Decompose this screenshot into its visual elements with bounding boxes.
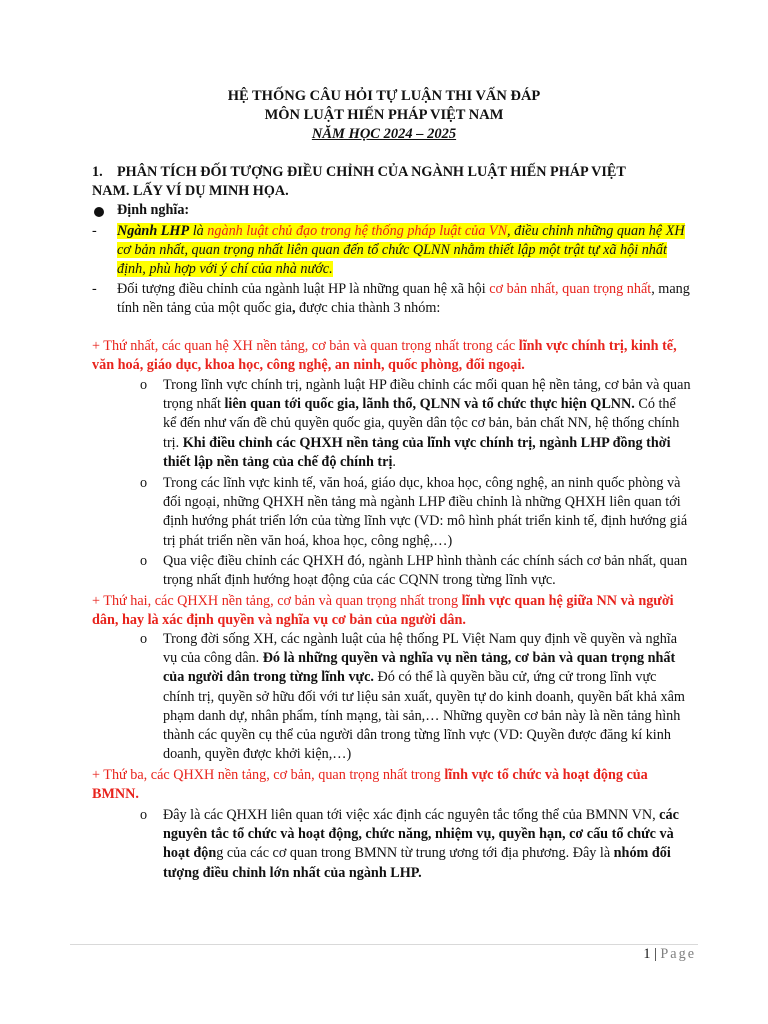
sub-bullet: o: [140, 807, 148, 823]
doc-title: HỆ THỐNG CÂU HỎI TỰ LUẬN THI VẤN ĐÁP: [227, 88, 541, 104]
group-2-heading: + Thứ hai, các QHXH nền tảng, cơ bản và quan trọng nhất trong lĩnh vực quan hệ giữa NN và người dân, hay là xác định quyền và nghĩa vụ cơ bản của người dân.: [92, 593, 674, 629]
definition-paragraph: Ngành LHP là ngành luật chủ đạo trong hệ thống pháp luật của VN, điều chỉnh những quan hệ XH cơ bản nhất, quan trọng nhất liên quan đến tổ chức QLNN nhằm thiết lập một trật tự xã hội nhất định, phù hợp với ý chí của nhà nước.: [117, 223, 685, 278]
sub-bullet: o: [140, 553, 148, 569]
question-line-2: NAM. LẤY VÍ DỤ MINH HỌA.: [92, 183, 289, 199]
group-2-item-1: Trong đời sống XH, các ngành luật của hệ thống PL Việt Nam quy định về quyền và nghĩa vụ của công dân. Đó là những quyền và nghĩa vụ nền tảng, cơ bản và quan trọng nhất của người dân trong từng lĩnh vực. Đó có thể là quyền bầu cử, ứng cử trong lĩnh vực chính trị, quyền sở hữu đối với tư liệu sản xuất, quyền tự do kinh doanh, quyền bất khả xâm phạm danh dự, nhân phẩm, tính mạng, tài sản,… Những quyền cơ bản này là nền tảng hình thành các quyền cụ thể của người dân trong từng lĩnh vực (VD: Quyền được đăng kí kinh doanh, quyền được khởi kiện,…): [163, 631, 685, 763]
object-paragraph: Đối tượng điều chỉnh của ngành luật HP là những quan hệ xã hội cơ bản nhất, quan trọng nhất, mang tính nền tảng của một quốc gia, được chia thành 3 nhóm:: [117, 281, 690, 317]
group-1-item-1: Trong lĩnh vực chính trị, ngành luật HP điều chỉnh các mối quan hệ nền tảng, cơ bản và quan trọng nhất liên quan tới quốc gia, lãnh thổ, QLNN và tổ chức thực hiện QLNN. Có thể kể đến như vấn đề chủ quyền quốc gia, quyền dân tộc cơ bản, bản chất NN, hệ thống chính trị. Khi điều chỉnh các QHXH nền tảng của lĩnh vực chính trị, ngành LHP đồng thời thiết lập nền tảng của chế độ chính trị.: [163, 377, 691, 470]
sub-bullet: o: [140, 377, 148, 393]
lhp-role-text: ngành luật chủ đạo trong hệ thống pháp luật của VN: [207, 223, 508, 239]
question-line-1: PHÂN TÍCH ĐỐI TƯỢNG ĐIỀU CHỈNH CỦA NGÀNH LUẬT HIẾN PHÁP VIỆT: [117, 164, 626, 180]
definition-heading: Định nghĩa:: [117, 202, 190, 218]
sub-bullet: o: [140, 475, 148, 491]
group-1-item-2: Trong các lĩnh vực kinh tế, văn hoá, giáo dục, khoa học, công nghệ, an ninh quốc phòng và đối ngoại, những QHXH nền tảng mà ngành LHP điều chỉnh là những QHXH liên quan tới định hướng phát triển lớn của từng lĩnh vực (VD: mô hình phát triển kinh tế, định hướng giá trị phát triển nền văn hoá, khoa học, công nghệ,…): [163, 475, 688, 549]
dash-marker: -: [92, 223, 97, 239]
sub-bullet: o: [140, 631, 148, 647]
dash-marker: -: [92, 281, 97, 297]
bullet-dot-icon: [94, 207, 104, 217]
page-footer: 1 | Page: [643, 946, 696, 962]
footer-divider: [70, 944, 698, 945]
group-3-heading: + Thứ ba, các QHXH nền tảng, cơ bản, quan trọng nhất trong lĩnh vực tổ chức và hoạt động của BMNN.: [92, 767, 648, 803]
question-number: 1.: [92, 164, 103, 180]
doc-subject: MÔN LUẬT HIẾN PHÁP VIỆT NAM: [264, 107, 504, 123]
doc-school-year: NĂM HỌC 2024 – 2025: [311, 126, 457, 142]
page-number: 1: [643, 946, 651, 962]
group-1-item-3: Qua việc điều chỉnh các QHXH đó, ngành LHP hình thành các chính sách cơ bản nhất, quan trọng nhất định hướng hoạt động của các CQNN trong từng lĩnh vực.: [163, 553, 688, 589]
term-lhp: Ngành LHP: [117, 223, 190, 239]
page-label: Page: [660, 946, 696, 962]
group-1-heading: + Thứ nhất, các quan hệ XH nền tảng, cơ bản và quan trọng nhất trong các lĩnh vực chính trị, kinh tế, văn hoá, giáo dục, khoa học, công nghệ, an ninh, quốc phòng, đối ngoại.: [92, 338, 677, 374]
group-3-item-1: Đây là các QHXH liên quan tới việc xác định các nguyên tắc tổng thể của BMNN VN, các nguyên tắc tổ chức và hoạt động, chức năng, nhiệm vụ, quyền hạn, cơ cấu tổ chức và hoạt động của các cơ quan trong BMNN từ trung ương tới địa phương. Đây là nhóm đối tượng điều chỉnh lớn nhất của ngành LHP.: [163, 807, 679, 881]
